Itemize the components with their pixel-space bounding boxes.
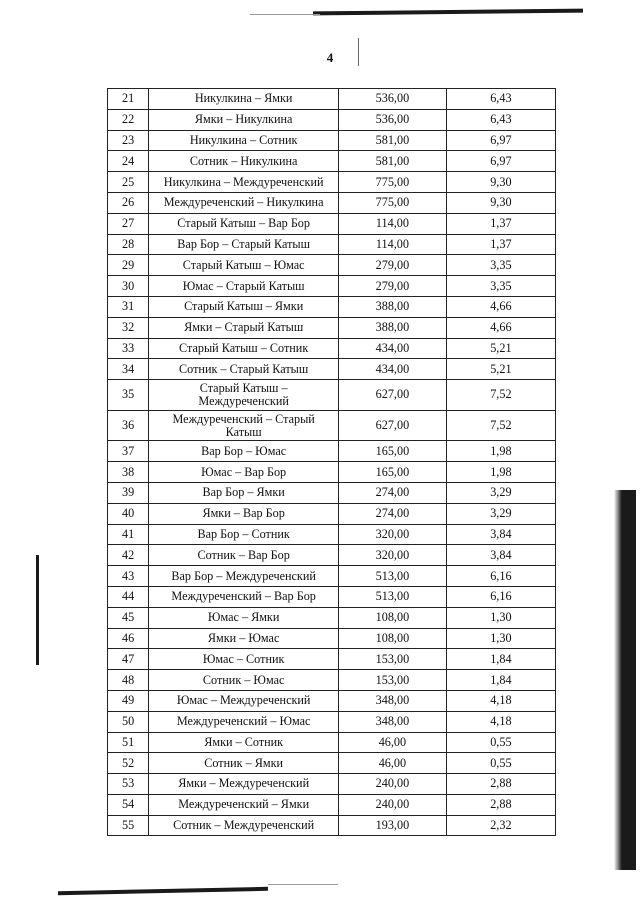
route-line-1: Старый Катыш – — [199, 380, 288, 395]
value-cell: 3,29 — [446, 482, 555, 503]
value-cell: 2,88 — [446, 774, 555, 795]
distance-cell: 240,00 — [339, 774, 447, 795]
distance-cell: 388,00 — [339, 317, 447, 338]
table-row — [108, 109, 556, 130]
row-number: 48 — [108, 670, 149, 691]
table-row — [108, 753, 556, 774]
route-cell: Сотник – Ямки — [149, 753, 339, 774]
table-row — [108, 130, 556, 151]
route-cell: Сотник – Никулкина — [149, 151, 339, 172]
route-cell: Юмас – Старый Катыш — [149, 276, 339, 297]
value-cell: 3,84 — [446, 545, 555, 566]
distance-cell: 536,00 — [339, 89, 447, 110]
table-row — [108, 380, 556, 411]
route-cell: Юмас – Междуреченский — [149, 690, 339, 711]
row-number: 38 — [108, 462, 149, 483]
scan-artifact-right-edge — [614, 490, 636, 870]
row-number: 21 — [108, 89, 149, 110]
route-cell: Юмас – Вар Бор — [149, 462, 339, 483]
value-cell: 0,55 — [446, 732, 555, 753]
route-cell: Вар Бор – Старый Катыш — [149, 234, 339, 255]
distance-cell: 627,00 — [339, 410, 447, 441]
scan-artifact-top-line — [313, 9, 583, 16]
row-number: 49 — [108, 690, 149, 711]
distance-cell: 274,00 — [339, 503, 447, 524]
row-number: 51 — [108, 732, 149, 753]
page-number: 4 — [326, 50, 334, 65]
row-number: 37 — [108, 441, 149, 462]
value-cell: 9,30 — [446, 192, 555, 213]
value-cell: 2,88 — [446, 794, 555, 815]
table-row — [108, 296, 556, 317]
scan-artifact-left-line — [36, 555, 39, 665]
route-line-2: Катыш — [225, 424, 262, 439]
route-cell: Сотник – Юмас — [149, 670, 339, 691]
value-cell: 7,52 — [446, 410, 555, 441]
distance-cell: 108,00 — [339, 607, 447, 628]
value-cell: 1,37 — [446, 213, 555, 234]
distance-cell: 46,00 — [339, 753, 447, 774]
route-table — [107, 88, 556, 836]
table-row — [108, 794, 556, 815]
route-cell: Никулкина – Ямки — [149, 89, 339, 110]
scan-artifact-top-faint-line — [250, 14, 320, 15]
row-number: 34 — [108, 359, 149, 380]
table-row — [108, 276, 556, 297]
row-number: 30 — [108, 276, 149, 297]
distance-cell: 320,00 — [339, 545, 447, 566]
distance-cell: 513,00 — [339, 586, 447, 607]
row-number: 31 — [108, 296, 149, 317]
value-cell: 4,18 — [446, 711, 555, 732]
value-cell: 5,21 — [446, 338, 555, 359]
table-row — [108, 566, 556, 587]
row-number: 55 — [108, 815, 149, 836]
distance-cell: 240,00 — [339, 794, 447, 815]
distance-cell: 46,00 — [339, 732, 447, 753]
table-row — [108, 545, 556, 566]
table-row — [108, 255, 556, 276]
scan-artifact-tick — [358, 38, 359, 66]
value-cell: 6,43 — [446, 89, 555, 110]
distance-cell: 581,00 — [339, 151, 447, 172]
row-number: 40 — [108, 503, 149, 524]
distance-cell: 108,00 — [339, 628, 447, 649]
distance-cell: 114,00 — [339, 213, 447, 234]
distance-cell: 627,00 — [339, 380, 447, 411]
table-row — [108, 234, 556, 255]
table-row — [108, 649, 556, 670]
scan-artifact-bottom-faint-line — [268, 884, 338, 885]
row-number: 32 — [108, 317, 149, 338]
table-row — [108, 359, 556, 380]
table-row — [108, 774, 556, 795]
route-line-2: Междуреченский — [198, 393, 289, 408]
value-cell: 7,52 — [446, 380, 555, 411]
table-row — [108, 441, 556, 462]
row-number: 22 — [108, 109, 149, 130]
row-number: 43 — [108, 566, 149, 587]
route-cell: Никулкина – Сотник — [149, 130, 339, 151]
row-number: 29 — [108, 255, 149, 276]
route-cell: Междуреченский – Ямки — [149, 794, 339, 815]
value-cell: 1,98 — [446, 441, 555, 462]
value-cell: 3,29 — [446, 503, 555, 524]
distance-cell: 153,00 — [339, 649, 447, 670]
value-cell: 3,84 — [446, 524, 555, 545]
route-cell: Ямки – Междуреченский — [149, 774, 339, 795]
value-cell: 0,55 — [446, 753, 555, 774]
route-cell: Вар Бор – Междуреченский — [149, 566, 339, 587]
distance-cell: 581,00 — [339, 130, 447, 151]
route-cell: Ямки – Старый Катыш — [149, 317, 339, 338]
value-cell: 1,84 — [446, 649, 555, 670]
route-cell: Сотник – Старый Катыш — [149, 359, 339, 380]
distance-cell: 513,00 — [339, 566, 447, 587]
row-number: 26 — [108, 192, 149, 213]
distance-cell: 320,00 — [339, 524, 447, 545]
table-row — [108, 89, 556, 110]
value-cell: 6,16 — [446, 566, 555, 587]
value-cell: 6,43 — [446, 109, 555, 130]
route-cell: Ямки – Сотник — [149, 732, 339, 753]
route-cell: Старый Катыш – Ямки — [149, 296, 339, 317]
distance-cell: 114,00 — [339, 234, 447, 255]
table-row — [108, 628, 556, 649]
route-line-1: Междуреченский – Старый — [172, 411, 315, 426]
scan-artifact-bottom-line — [58, 887, 268, 895]
value-cell: 3,35 — [446, 255, 555, 276]
distance-cell: 153,00 — [339, 670, 447, 691]
table-row — [108, 192, 556, 213]
row-number: 45 — [108, 607, 149, 628]
route-cell: Междуреченский – Вар Бор — [149, 586, 339, 607]
value-cell: 1,30 — [446, 607, 555, 628]
row-number: 24 — [108, 151, 149, 172]
table-row — [108, 317, 556, 338]
distance-cell: 775,00 — [339, 192, 447, 213]
route-cell: Юмас – Сотник — [149, 649, 339, 670]
value-cell: 1,98 — [446, 462, 555, 483]
route-cell — [149, 380, 339, 411]
route-cell — [149, 410, 339, 441]
route-cell: Ямки – Никулкина — [149, 109, 339, 130]
distance-cell: 434,00 — [339, 359, 447, 380]
table-row — [108, 213, 556, 234]
value-cell: 1,84 — [446, 670, 555, 691]
distance-cell: 434,00 — [339, 338, 447, 359]
table-row — [108, 670, 556, 691]
route-cell: Никулкина – Междуреченский — [149, 172, 339, 193]
table-row — [108, 482, 556, 503]
distance-cell: 775,00 — [339, 172, 447, 193]
value-cell: 5,21 — [446, 359, 555, 380]
row-number: 54 — [108, 794, 149, 815]
table-row — [108, 151, 556, 172]
route-table-body — [108, 89, 556, 836]
value-cell: 6,16 — [446, 586, 555, 607]
value-cell: 9,30 — [446, 172, 555, 193]
row-number: 46 — [108, 628, 149, 649]
row-number: 44 — [108, 586, 149, 607]
route-cell: Вар Бор – Юмас — [149, 441, 339, 462]
route-cell: Ямки – Вар Бор — [149, 503, 339, 524]
distance-cell: 165,00 — [339, 462, 447, 483]
table-row — [108, 503, 556, 524]
distance-cell: 193,00 — [339, 815, 447, 836]
table-row — [108, 711, 556, 732]
route-cell: Вар Бор – Сотник — [149, 524, 339, 545]
row-number: 41 — [108, 524, 149, 545]
row-number: 36 — [108, 410, 149, 441]
row-number: 53 — [108, 774, 149, 795]
row-number: 52 — [108, 753, 149, 774]
table-row — [108, 815, 556, 836]
distance-cell: 348,00 — [339, 711, 447, 732]
row-number: 25 — [108, 172, 149, 193]
distance-cell: 536,00 — [339, 109, 447, 130]
route-cell: Сотник – Вар Бор — [149, 545, 339, 566]
value-cell: 2,32 — [446, 815, 555, 836]
value-cell: 1,37 — [446, 234, 555, 255]
table-row — [108, 462, 556, 483]
route-cell: Вар Бор – Ямки — [149, 482, 339, 503]
table-row — [108, 586, 556, 607]
route-cell: Сотник – Междуреченский — [149, 815, 339, 836]
route-cell: Юмас – Ямки — [149, 607, 339, 628]
row-number: 35 — [108, 380, 149, 411]
route-cell: Старый Катыш – Юмас — [149, 255, 339, 276]
value-cell: 3,35 — [446, 276, 555, 297]
route-cell: Ямки – Юмас — [149, 628, 339, 649]
table-row — [108, 607, 556, 628]
distance-cell: 388,00 — [339, 296, 447, 317]
row-number: 23 — [108, 130, 149, 151]
row-number: 33 — [108, 338, 149, 359]
route-cell: Междуреченский – Юмас — [149, 711, 339, 732]
value-cell: 4,66 — [446, 317, 555, 338]
row-number: 47 — [108, 649, 149, 670]
row-number: 42 — [108, 545, 149, 566]
distance-cell: 274,00 — [339, 482, 447, 503]
row-number: 27 — [108, 213, 149, 234]
table-row — [108, 410, 556, 441]
value-cell: 1,30 — [446, 628, 555, 649]
distance-cell: 348,00 — [339, 690, 447, 711]
table-row — [108, 524, 556, 545]
route-cell: Старый Катыш – Вар Бор — [149, 213, 339, 234]
value-cell: 6,97 — [446, 151, 555, 172]
row-number: 39 — [108, 482, 149, 503]
table-row — [108, 690, 556, 711]
row-number: 28 — [108, 234, 149, 255]
table-row — [108, 172, 556, 193]
row-number: 50 — [108, 711, 149, 732]
value-cell: 4,18 — [446, 690, 555, 711]
value-cell: 6,97 — [446, 130, 555, 151]
distance-cell: 165,00 — [339, 441, 447, 462]
table-row — [108, 732, 556, 753]
table-row — [108, 338, 556, 359]
value-cell: 4,66 — [446, 296, 555, 317]
distance-cell: 279,00 — [339, 276, 447, 297]
route-cell: Междуреченский – Никулкина — [149, 192, 339, 213]
route-cell: Старый Катыш – Сотник — [149, 338, 339, 359]
distance-cell: 279,00 — [339, 255, 447, 276]
